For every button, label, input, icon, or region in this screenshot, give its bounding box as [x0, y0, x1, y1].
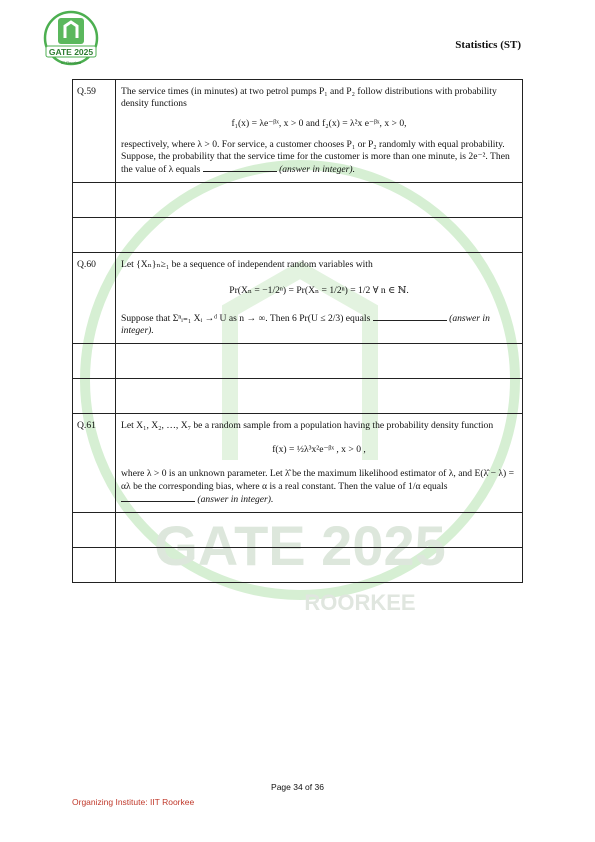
question-text	[121, 468, 517, 506]
question-row-59	[73, 80, 523, 183]
logo-text: GATE 2025	[48, 47, 94, 57]
question-intro: Let {Xₙ}ₙ≥₁ be a sequence of independent random variables with	[121, 259, 373, 271]
question-intro: Let X₁, X₂, …, X₇ be a random sample from a population having the probability density function	[121, 420, 494, 432]
answer-note: (answer in integer).	[197, 493, 274, 505]
answer-note: (answer in integer).	[121, 312, 490, 336]
watermark-title: GATE 2025	[154, 514, 446, 577]
question-equation: Pr(Xₙ = −1/2ⁿ) = Pr(Xₙ = 1/2ⁿ) = 1/2 ∀ n ∈ ℕ.	[229, 285, 409, 297]
answer-blank	[203, 163, 277, 172]
empty-row	[73, 218, 523, 253]
question-main-text: Suppose that Σⁿᵢ₌₁ Xᵢ →ᵈ U as n → ∞. Then 6 Pr(U ≤ 2/3) equals	[121, 312, 371, 324]
subject-title: Statistics (ST)	[455, 39, 521, 51]
organizing-institute: Organizing Institute: IIT Roorkee	[72, 797, 195, 807]
answer-blank	[373, 312, 447, 321]
answer-note: (answer in integer).	[279, 164, 356, 176]
empty-row	[73, 344, 523, 379]
question-number: Q.60	[73, 253, 116, 344]
questions-table	[72, 79, 523, 583]
question-body	[116, 80, 523, 183]
question-number: Q.61	[73, 414, 116, 513]
empty-row	[73, 183, 523, 218]
page-number: Page 34 of 36	[271, 782, 324, 792]
question-body	[116, 414, 523, 513]
question-body	[116, 253, 523, 344]
question-text	[121, 312, 517, 337]
empty-row	[73, 548, 523, 583]
question-text	[121, 139, 517, 177]
question-row-60	[73, 253, 523, 344]
question-main-text: respectively, where λ > 0. For service, a customer chooses P₁ or P₂ randomly with equal probability. Suppose, the probability that the service time for the customer is more than one minute, is 2e⁻². Then the value of λ equals	[121, 138, 510, 176]
question-equation: f₁(x) = λe⁻ᵝˣ, x > 0 and f₂(x) = λ²x e⁻ᵝˣ, x > 0,	[231, 118, 407, 130]
empty-row	[73, 513, 523, 548]
empty-row	[73, 379, 523, 414]
question-intro: The service times (in minutes) at two petrol pumps P₁ and P₂ follow distributions with probability density functions	[121, 86, 497, 110]
question-equation: f(x) = ½λ³x²e⁻ᵝˣ , x > 0 ,	[272, 444, 366, 456]
answer-blank	[121, 493, 195, 502]
gate-logo	[38, 8, 104, 70]
logo-subtext: IIT Roorkee	[60, 60, 82, 65]
question-number: Q.59	[73, 80, 116, 183]
question-row-61	[73, 414, 523, 513]
watermark-subtitle: ROORKEE	[304, 590, 416, 615]
question-main-text: where λ > 0 is an unknown parameter. Let λ̂ be the maximum likelihood estimator of λ, and E(λ̂ − λ) = αλ be the corresponding bias, where α is a real constant. Then the value of 1/α equals	[121, 468, 515, 492]
